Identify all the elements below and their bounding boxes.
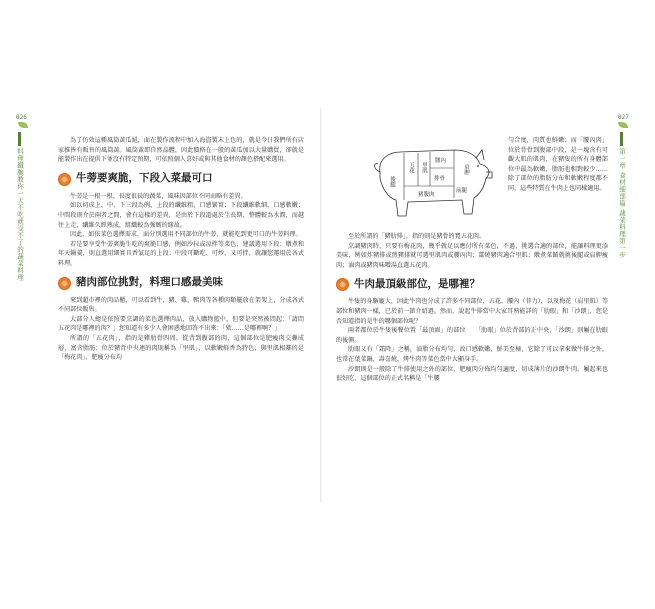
label-belly-upper: 五花 [408,162,414,173]
pork-cuts-diagram [358,128,498,228]
pig-illustration [358,128,498,228]
flower-icon [336,278,349,291]
paragraph: 來到超市裡的肉品櫃，可以看到牛、豬、雞、鴨肉等各種肉類擺放在架架上，分成各式不同部位販售。 [58,296,304,314]
section-title: 牛蒡要爽脆，下段入菜最可口 [76,172,213,185]
left-page-number: 026 [16,114,27,121]
side-bar-decoration [18,132,21,146]
right-page [322,108,632,502]
diagram-side-text [508,136,608,194]
label-front-leg: 前腿 [456,188,468,194]
label-tenderloin: 腰內 [435,158,447,164]
section-heading-burdock [58,173,304,186]
leaf-icon [618,122,628,128]
left-body [58,136,304,363]
paragraph: 勻合度，肉質也鮮嫩；而「腰內肉」位於背骨到腹部中段，是一塊含有可觀大肌的肌肉，在豬隻的所有身體部位中最為軟嫩，脂肪也相對較少……除了部位的脂肪分布和軟嫩程度都不同，這些特質在牛肉上也同樣適用。 [508,137,608,192]
paragraph: 烹調豬肉時，只要有梅花肉，幾乎就足以應付所有菜色，不過，挑選合適的部位，能讓料理更添美味，例如炸豬排或煎豬排就可選里肌肉或腰內肉；薑燒豬肉適合里肌；燉煮菜餚就挑後腿或肩胛瘦肉；滷肉或豬肉味噌湯直選五花肉。 [336,242,608,269]
paragraph: 至於所謂的「豬肋排」，指的則是豬骨的寬五花肉。 [348,233,486,240]
left-side-title: 料理鐵腕教你一天不吃就受不了的蔬菜料理 [16,148,24,281]
paragraph: 因此，如依菜色選擇需求，面分別選用不同部位的牛蒡，就能吃到更可口的牛蒡料理。 [70,231,302,239]
left-page [10,108,320,502]
label-loin: 里肌 [421,162,427,173]
paragraph: 肋眼又有「霜降」之稱，油脂分布均勻，故口感軟嫩，鮮美至極，它除了可以拿來做牛排之外，也常在葉菜鍋、壽喜燒、烤牛肉等菜色當中大顯身手。 [336,346,608,363]
paragraph: 所謂的「五花肉」，指的是豬肋骨四周，從背到腹部的肉，這個部位是肥瘦肉交疊成層，富含脂肪；位於豬背中央連的肉則稱為「里肌」，以軟嫩鮮香為特色；與里肌相鄰的是「梅花肉」，肥瘦分布均 [58,334,304,362]
section-title: 牛肉最頂級部位，是哪裡？ [354,278,480,291]
flower-icon [58,173,71,186]
intro-paragraph: 為了仿效這種風筒黃瓜絕，面在製作流程中加入海盜製末上色的，就是今日我們所有店家推皆有販售的風筒黃。風筒黃即自然晶體，因此價格在一般的黃瓜加以大量購買，卻就是能製作出在提供下並沒有特定預期，可依照個人喜好或與其他食材的顏色搭配來選用。 [58,137,304,164]
paragraph: 如以切成上、中、下三段為例，上段的纖維粗，口感緊實；下段纖維軟細，口感軟嫩；中間段則介於兩者之間，會有這樣的差異，是由於下段還處於生長期，整體較為水潤，而越往上走，纖維久經熟成，組織較為強韌的緣故。 [58,202,304,229]
section-title: 豬肉部位挑對，料理口感最美味 [76,276,223,289]
right-page-number: 027 [618,114,629,121]
paragraph: 若是要享受牛蒡爽脆生吃的爽脆口感，例如沙拉或涼拌等菜色，建議選用下段；燉煮和年天鍋羹，則直選用細實具香氣足的上段；中段可斷吃、可炒、又可拌，就讓您運用於各式料理。 [58,240,304,267]
paragraph: 兩者都位於牛隻後餐位置「最頂級」的部位 「肋眼」位於背部的正中央，「沙朗」則屬在肋眼的後側。 [336,327,608,344]
leaf-icon [18,122,28,128]
paragraph: 牛蒡是一根一根、長度很長的蔬菜，風味因部位不同而略有差異。 [70,192,247,200]
label-shoulder: 肩胛 [463,164,469,175]
section-heading-beef [336,278,608,291]
paragraph: 牛隻的身驅龐大，因此牛肉也分成了許多不同部位，五花、腰內（菲力），以及梅花（肩里肌）等部位和豬肉一樣，已於前一節介紹過。然而，說起牛排當中大家耳熟能詳的「肋眼」和「沙朗」，您是否知道指的是牛的哪個部位呢？ [336,298,608,325]
right-body [336,232,608,384]
section-heading-pork [58,277,304,290]
side-bar-decoration [620,132,623,146]
right-side-title: 第一章 食材細部篇 蔬菜料理第一步 [618,148,626,259]
flower-icon [58,277,71,290]
label-pork-belly: 豬腹肉 [418,192,435,198]
label-ham: 後腿 [389,176,395,187]
paragraph: 大部分人總是依照要烹調的菜色選擇肉品，放入購物籃中，但要是突然被問起：「請問五花肉是哪裡的肉？」您知道有多少人會困惑地回答不出來：「欸……是哪裡啊？」 [58,315,304,333]
label-spare: 排骨 [434,176,446,182]
paragraph: 沙朗則是一般除了牛排使用之外的部位，肥瘦肉分佈均勻適度，切成薄片的沙朗牛肉，屬起來也很好吃，這個部位的正式名稱是「牛腰 [336,365,608,383]
